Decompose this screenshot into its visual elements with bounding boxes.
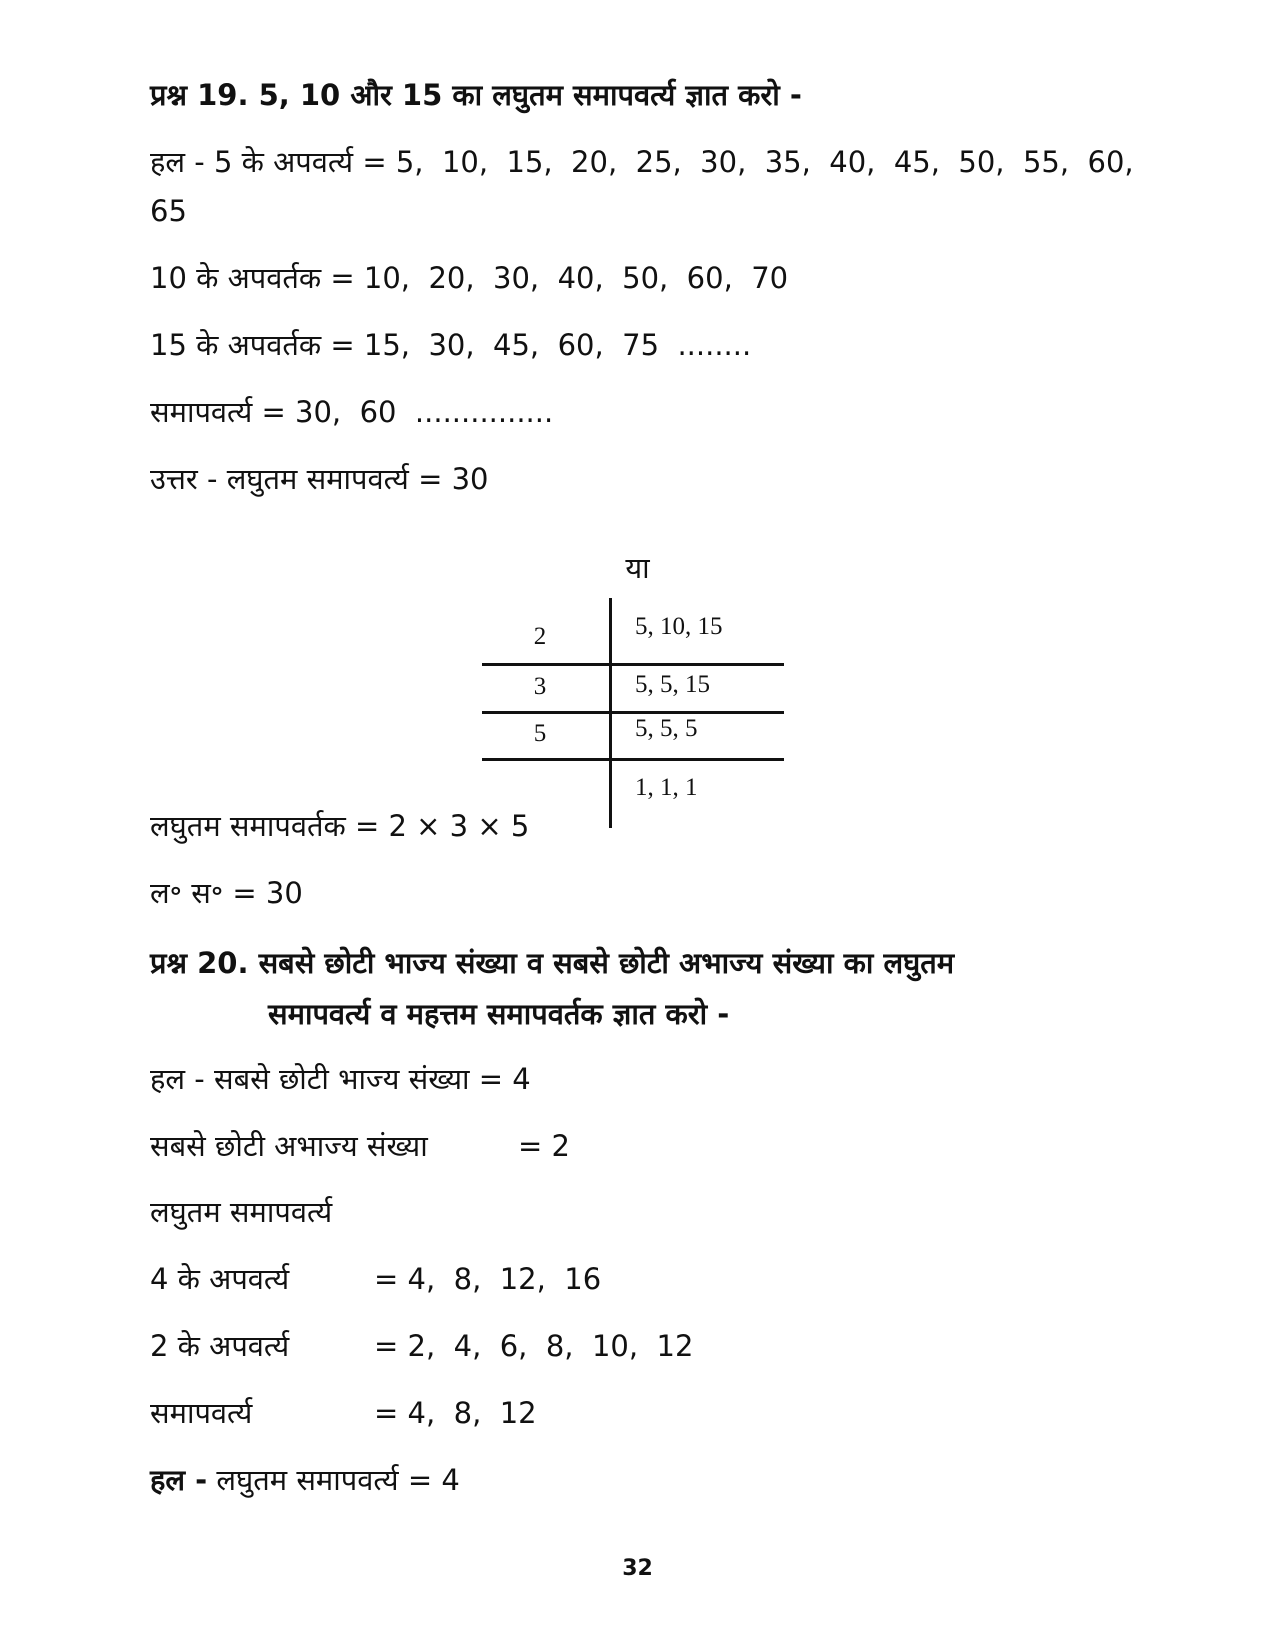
- q20-multiples-of-4-value: = 4, 8, 12, 16: [374, 1262, 602, 1296]
- q20-multiples-of-4-label: 4 के अपवर्त्य: [150, 1262, 290, 1296]
- q20-smallest-prime-value: = 2: [518, 1129, 570, 1163]
- q20-common-multiples-label: समापवर्त्य: [150, 1396, 253, 1430]
- q20-smallest-composite: हल - सबसे छोटी भाज्य संख्या = 4: [150, 1062, 531, 1096]
- or-separator: या: [625, 551, 650, 585]
- question-19-title: प्रश्न 19. 5, 10 और 15 का लघुतम समापवर्त्य ज्ञात करो -: [150, 78, 802, 112]
- division-table-rule: [482, 663, 784, 666]
- page-number: 32: [622, 1556, 653, 1581]
- q20-answer: [150, 1460, 460, 1500]
- division-divisor: 2: [533, 623, 547, 650]
- q20-multiples-of-2-label: 2 के अपवर्त्य: [150, 1329, 290, 1363]
- q20-multiples-of-4-row: [150, 1259, 601, 1299]
- q20-answer-label: हल -: [150, 1463, 208, 1497]
- division-table-rule: [482, 711, 784, 714]
- division-table: [482, 598, 784, 828]
- q20-lcm-heading: लघुतम समापवर्त्य: [150, 1195, 333, 1229]
- q20-smallest-prime-label: सबसे छोटी अभाज्य संख्या: [150, 1129, 428, 1163]
- q19-solution-line-1: हल - 5 के अपवर्त्य = 5, 10, 15, 20, 25, 30, 35, 40, 45, 50, 55, 60,: [150, 145, 1134, 179]
- division-numbers: 5, 5, 15: [635, 671, 710, 698]
- q19-multiples-of-15: 15 के अपवर्तक = 15, 30, 45, 60, 75 ........: [150, 328, 752, 362]
- q20-common-multiples-value: = 4, 8, 12: [374, 1396, 537, 1430]
- division-numbers: 1, 1, 1: [635, 774, 698, 801]
- q19-common-multiples: समापवर्त्य = 30, 60 ...............: [150, 395, 554, 429]
- q19-lcm-result: ल॰ स॰ = 30: [150, 876, 303, 910]
- q20-multiples-of-2-row: [150, 1326, 693, 1366]
- division-numbers: 5, 5, 5: [635, 715, 698, 742]
- division-table-rule: [482, 758, 784, 761]
- division-numbers: 5, 10, 15: [635, 613, 723, 640]
- q20-common-multiples-row: [150, 1393, 537, 1433]
- division-divisor: 5: [533, 720, 547, 747]
- q20-multiples-of-2-value: = 2, 4, 6, 8, 10, 12: [374, 1329, 694, 1363]
- q20-smallest-prime-row: [150, 1126, 570, 1166]
- q19-answer: उत्तर - लघुतम समापवर्त्य = 30: [150, 462, 489, 496]
- q19-lcm-product: लघुतम समापवर्तक = 2 × 3 × 5: [150, 809, 530, 843]
- q19-multiples-of-10: 10 के अपवर्तक = 10, 20, 30, 40, 50, 60, 70: [150, 261, 789, 295]
- question-20-title-line-1: प्रश्न 20. सबसे छोटी भाज्य संख्या व सबसे छोटी अभाज्य संख्या का लघुतम: [150, 946, 955, 980]
- question-20-title-line-2: समापवर्त्य व महत्तम समापवर्तक ज्ञात करो -: [268, 997, 730, 1031]
- q20-answer-text: लघुतम समापवर्त्य = 4: [207, 1463, 460, 1497]
- q19-solution-line-2: 65: [150, 194, 187, 228]
- division-divisor: 3: [533, 673, 547, 700]
